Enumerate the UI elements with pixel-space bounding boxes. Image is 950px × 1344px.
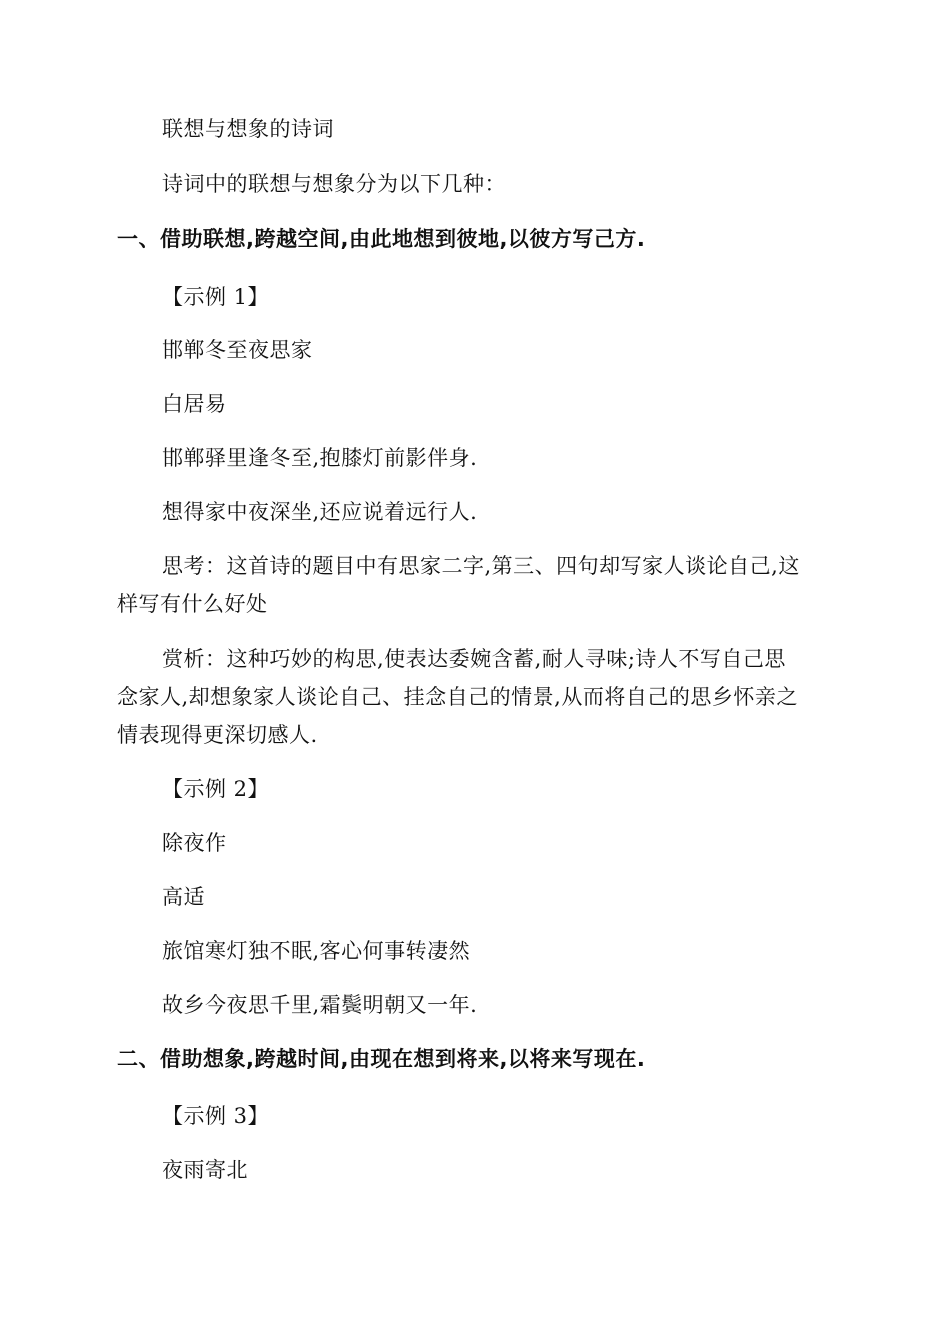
- question-text-continued: 样写有什么好处: [117, 592, 268, 616]
- example2-poem-title: 除夜作: [162, 831, 227, 855]
- example2-label: 【示例 2】: [162, 777, 270, 801]
- intro-text: 诗词中的联想与想象分为以下几种：: [162, 172, 506, 196]
- example1-poem-line: 邯郸驿里逢冬至,抱膝灯前影伴身.: [162, 446, 478, 470]
- section1-heading: 一、借助联想,跨越空间,由此地想到彼地,以彼方写己方.: [117, 227, 646, 251]
- analysis-text-continued: 念家人,却想象家人谈论自己、挂念自己的情景,从而将自己的思乡怀亲之: [117, 685, 798, 709]
- analysis-text: 赏析：这种巧妙的构思,使表达委婉含蓄,耐人寻味;诗人不写自己思: [162, 647, 786, 671]
- example3-label: 【示例 3】: [162, 1104, 270, 1128]
- example1-poem-line: 想得家中夜深坐,还应说着远行人.: [162, 500, 478, 524]
- document-title: 联想与想象的诗词: [162, 117, 334, 141]
- example1-label: 【示例 1】: [162, 285, 270, 309]
- example3-poem-title: 夜雨寄北: [162, 1158, 248, 1182]
- example2-author: 高适: [162, 885, 205, 909]
- example1-author: 白居易: [162, 392, 227, 416]
- example2-poem-line: 旅馆寒灯独不眠,客心何事转凄然: [162, 939, 471, 963]
- section2-heading: 二、借助想象,跨越时间,由现在想到将来,以将来写现在.: [117, 1047, 646, 1071]
- question-text: 思考：这首诗的题目中有思家二字,第三、四句却写家人谈论自己,这: [162, 554, 800, 578]
- example2-poem-line: 故乡今夜思千里,霜鬓明朝又一年.: [162, 993, 478, 1017]
- example1-poem-title: 邯郸冬至夜思家: [162, 338, 313, 362]
- analysis-text-continued: 情表现得更深切感人.: [117, 723, 318, 747]
